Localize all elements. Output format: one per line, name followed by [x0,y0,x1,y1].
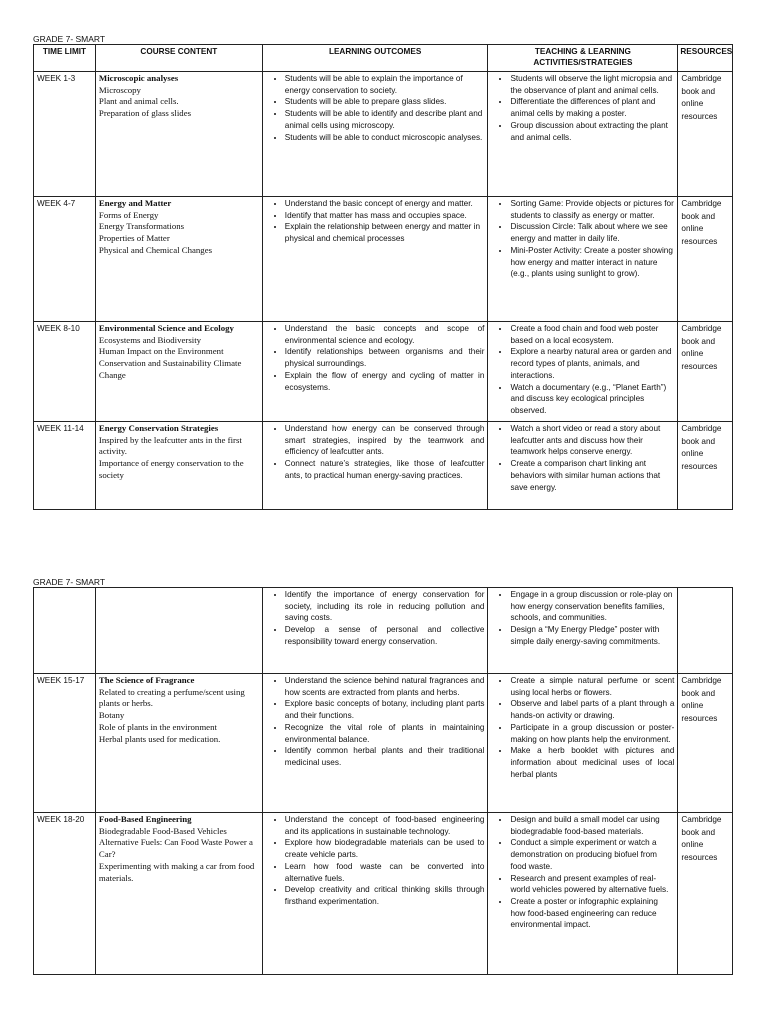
curriculum-table-continued [33,587,733,975]
activity-item: • Engage in a group discussion or role-play on how energy conservation benefits families, schools, and communities. [510,589,674,624]
activity-item: • Group discussion about extracting the plant and animal cells. [510,120,674,143]
content-line: Biodegradable Food-Based Vehicles [98,825,227,836]
content-line: Energy Transformations [98,221,185,232]
content-line: Role of plants in the environment [98,721,217,732]
course-content-cell [95,322,262,422]
table-row [34,197,733,322]
outcome-item: • Understand the concept of food-based engineering and its applications in sustainable technology. [285,814,485,837]
resources-cell [678,588,733,674]
content-line: Preparation of glass slides [98,108,192,119]
activity-item: • Students will observe the light micropsia and the observance of plant and animal cells. [510,73,674,96]
activity-item: • Create a comparison chart linking ant behaviors with similar human actions that save energy. [510,458,674,493]
content-line: Inspired by the leafcutter ants in the first activity. [98,434,242,457]
activities-cell [488,588,678,674]
activities-cell [488,197,678,322]
topic-title: Energy and Matter [98,198,172,208]
activity-item: • Discussion Circle: Talk about where we see energy and matter in daily life. [510,221,674,244]
activity-item: • Create a simple natural perfume or scent using local herbs or flowers. [510,675,674,698]
activity-item: • Observe and label parts of a plant through a hands-on activity or drawing. [510,698,674,721]
page-2 [33,577,733,975]
learning-outcomes-cell [262,588,488,674]
activity-item: • Design a “My Energy Pledge” poster with simple daily energy-saving commitments. [510,624,674,647]
resources-cell: Cambridge book and online resources [678,674,733,813]
page-label: GRADE 7- SMART [33,34,106,44]
course-content-cell [95,674,262,813]
activity-item: • Create a food chain and food web poster based on a local ecosystem. [510,323,674,346]
learning-outcomes-cell [262,197,488,322]
outcome-item: • Students will be able to explain the importance of energy conservation to society. [285,73,485,96]
content-line: Experimenting with making a car from food materials. [98,860,255,883]
activities-cell [488,422,678,510]
content-line: Properties of Matter [98,233,170,244]
outcome-item: • Recognize the vital role of plants in maintaining environmental balance. [285,722,485,745]
resources-cell: Cambridge book and online resources [678,197,733,322]
activity-item: • Participate in a group discussion or poster-making on how plants help the environment. [510,722,674,745]
time-limit-cell: WEEK 8-10 [34,322,96,422]
time-limit-cell: WEEK 11-14 [34,422,96,510]
course-content-cell [95,813,262,975]
outcome-item: • Learn how food waste can be converted into alternative fuels. [285,861,485,884]
topic-title: Environmental Science and Ecology [98,323,234,333]
learning-outcomes-cell [262,322,488,422]
content-line: Botany [98,710,125,721]
outcome-item: • Explain the relationship between energy and matter in physical and chemical processes [285,221,485,244]
outcome-item: • Identify relationships between organisms and their physical surroundings. [285,346,485,369]
time-limit-cell: WEEK 1-3 [34,72,96,197]
content-line: Plant and animal cells. [98,96,179,107]
outcome-item: • Develop a sense of personal and collective responsibility toward energy conservation. [285,624,485,647]
time-limit-cell: WEEK 18-20 [34,813,96,975]
course-content-cell [95,72,262,197]
activities-cell [488,72,678,197]
activity-item: • Mini-Poster Activity: Create a poster showing how energy and matter interact in nature (e.g., plants using sunlight to grow). [510,245,674,280]
outcome-item: • Understand the basic concepts and scope of environmental science and ecology. [285,323,485,346]
page-1 [33,34,733,510]
table-row [34,588,733,674]
activity-item: • Make a herb booklet with pictures and information about medicinal uses of local herbal plants [510,745,674,780]
time-limit-cell [34,588,96,674]
time-limit-cell: WEEK 4-7 [34,197,96,322]
activity-item: • Differentiate the differences of plant and animal cells by making a poster. [510,96,674,119]
table-row [34,72,733,197]
activities-cell [488,322,678,422]
header-time-limit: TIME LIMIT [34,45,96,72]
outcome-item: • Understand the basic concept of energy and matter. [285,198,485,210]
table-row [34,322,733,422]
table-row [34,422,733,510]
outcome-item: • Understand how energy can be conserved through smart strategies, inspired by the teamwork and efficiency of leafcutter ants. [285,423,485,458]
content-line: Importance of energy conservation to the society [98,458,244,480]
topic-title: Food-Based Engineering [98,814,192,824]
outcome-item: • Explore how biodegradable materials can be used to create vehicle parts. [285,837,485,860]
resources-cell: Cambridge book and online resources [678,72,733,197]
course-content-cell [95,197,262,322]
activity-item: • Research and present examples of real-world vehicles powered by alternative fuels. [510,873,674,896]
topic-title: The Science of Fragrance [98,675,195,685]
time-limit-cell: WEEK 15-17 [34,674,96,813]
activity-item: • Create a poster or infographic explaining how food-based engineering can reduce environmental impact. [510,896,674,931]
activity-item: • Conduct a simple experiment or watch a demonstration on producing biofuel from food waste. [510,837,674,872]
header-resources: RESOURCES [678,45,733,72]
outcome-item: • Explore basic concepts of botany, including plant parts and their functions. [285,698,485,721]
curriculum-table [33,44,733,510]
activity-item: • Design and build a small model car using biodegradable food-based materials. [510,814,674,837]
outcome-item: • Identify that matter has mass and occupies space. [285,210,485,222]
topic-title: Microscopic analyses [98,73,179,83]
activity-item: • Watch a documentary (e.g., “Planet Earth”) and discuss key ecological principles observed. [510,382,674,417]
content-line: Conservation and Sustainability Climate Change [98,358,242,380]
content-line: Ecosystems and Biodiversity [98,334,202,345]
learning-outcomes-cell [262,813,488,975]
header-course-content: COURSE CONTENT [95,45,262,72]
outcome-item: • Students will be able to conduct microscopic analyses. [285,132,485,144]
course-content-cell [95,588,262,674]
outcome-item: • Understand the science behind natural fragrances and how scents are extracted from plants and herbs. [285,675,485,698]
content-line: Microscopy [98,84,141,95]
resources-cell: Cambridge book and online resources [678,813,733,975]
learning-outcomes-cell [262,674,488,813]
content-line: Alternative Fuels: Can Food Waste Power a Car? [98,837,253,860]
activity-item: • Sorting Game: Provide objects or pictures for students to classify as energy or matter. [510,198,674,221]
outcome-item: • Develop creativity and critical thinking skills through firsthand experimentation. [285,884,485,907]
outcome-item: • Explain the flow of energy and cycling of matter in ecosystems. [285,370,485,393]
activities-cell [488,674,678,813]
resources-cell: Cambridge book and online resources [678,322,733,422]
outcome-item: • Students will be able to prepare glass slides. [285,96,485,108]
content-line: Human Impact on the Environment [98,346,224,357]
page-label: GRADE 7- SMART [33,577,106,587]
activity-item: • Explore a nearby natural area or garden and record types of plants, animals, and interactions. [510,346,674,381]
header-activities: TEACHING & LEARNING ACTIVITIES/STRATEGIES [488,45,678,72]
learning-outcomes-cell [262,72,488,197]
content-line: Physical and Chemical Changes [98,244,213,255]
header-learning-outcomes: LEARNING OUTCOMES [262,45,488,72]
activities-cell [488,813,678,975]
learning-outcomes-cell [262,422,488,510]
resources-cell: Cambridge book and online resources [678,422,733,510]
outcome-item: • Students will be able to identify and describe plant and animal cells using microscopy. [285,108,485,131]
content-line: Herbal plants used for medication. [98,733,221,744]
content-line: Forms of Energy [98,209,159,220]
outcome-item: • Connect nature’s strategies, like those of leafcutter ants, to practical human energy-saving practices. [285,458,485,481]
activity-item: • Watch a short video or read a story about leafcutter ants and discuss how their teamwork helps conserve energy. [510,423,674,458]
course-content-cell [95,422,262,510]
table-row [34,674,733,813]
table-row [34,813,733,975]
outcome-item: • Identify common herbal plants and their traditional medicinal uses. [285,745,485,768]
topic-title: Energy Conservation Strategies [98,423,219,433]
content-line: Related to creating a perfume/scent using plants or herbs. [98,686,245,709]
outcome-item: • Identify the importance of energy conservation for society, including its role in reducing pollution and saving costs. [285,589,485,624]
